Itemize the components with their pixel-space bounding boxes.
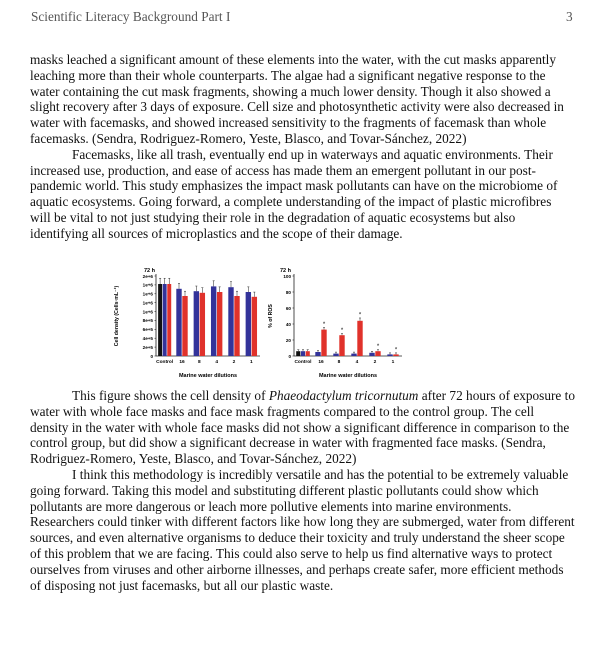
page-number: 3 (566, 9, 573, 24)
paragraph-text: This figure shows the cell density of (72, 388, 269, 403)
x-tick-label: 4 (215, 360, 219, 365)
y-tick-label: 1e+6 (142, 282, 153, 288)
chart-1-x-ticks (156, 359, 253, 365)
x-tick-label: 1 (249, 360, 253, 365)
bar (306, 351, 310, 356)
y-tick-label: 6e+5 (142, 327, 153, 333)
bar (387, 354, 392, 356)
y-tick-label: 0 (288, 353, 291, 359)
x-tick-label: 1 (391, 360, 395, 365)
chart-cell-density (114, 268, 260, 379)
paragraph-text: after 72 hours of exposure to water with whole face masks and face mask fragments compared to the control group. The cell density in the water with whole face masks did not show a significant difference in comparison to the control group, but did show a significant decrease in water with fragmented face masks. (Sendra, Rodriguez-Romero, Yeste, Blasco, and Tovar-Sánchez, 2022) (30, 388, 575, 467)
y-tick-label: 2e+5 (142, 344, 153, 350)
bar (194, 291, 199, 356)
running-head: Scientific Literacy Background Part I (31, 9, 231, 24)
significance-marker: * (340, 328, 344, 335)
x-tick-label: 16 (179, 360, 185, 365)
y-tick-label: 40 (285, 321, 291, 327)
y-tick-label: 8e+5 (142, 318, 153, 324)
bar (167, 284, 171, 356)
chart-2-title: 72 h (280, 268, 292, 274)
y-tick-label: 1e+6 (142, 300, 153, 306)
bar (339, 335, 344, 356)
y-tick-label: 4e+5 (142, 336, 153, 342)
y-tick-label: 80 (285, 289, 291, 295)
bar (163, 284, 167, 356)
significance-marker: * (358, 312, 362, 319)
chart-2-bars (296, 312, 399, 356)
chart-2-x-ticks (294, 359, 394, 365)
body-text-top (30, 52, 575, 242)
significance-marker: * (322, 321, 326, 328)
x-tick-label: 8 (197, 360, 201, 365)
x-tick-label: 16 (318, 360, 324, 365)
chart-2-x-label: Marine water dilutions (318, 373, 378, 379)
bar (333, 354, 338, 356)
bar (176, 289, 181, 356)
y-tick-label: 100 (283, 273, 291, 279)
bar (369, 353, 374, 356)
bar (158, 284, 162, 356)
bar (296, 351, 300, 356)
bar (375, 351, 380, 356)
bar (228, 287, 233, 356)
bar (301, 351, 305, 356)
bar (315, 352, 320, 356)
figure-cell-density-ros (112, 266, 412, 382)
chart-1-y-label: Cell density (Cells·mL⁻¹) (114, 285, 120, 347)
figure-description-paragraph (30, 388, 575, 467)
x-tick-label: 8 (337, 360, 341, 365)
bar (217, 292, 222, 356)
bar (182, 296, 187, 356)
bar (252, 297, 257, 356)
y-tick-label: 2e+6 (142, 273, 153, 279)
bar (211, 286, 216, 356)
x-tick-label: 2 (232, 360, 236, 365)
paragraph-continued: masks leached a significant amount of these elements into the water, with the cut masks apparently leaching more than their whole counterparts. The algae had a significant negative response to the water containing the cut mask fragments, showing a much lower density. Though it also showed a slight recovery after 3 days of exposure. Cell size and photosynthetic activity were also decreased in water with facemasks, and showed increased sensitivity to the fragments of facemask than whole facemasks. (Sendra, Rodriguez-Romero, Yeste, Blasco, and Tovar-Sánchez, 2022) (30, 52, 564, 146)
x-tick-label: 2 (373, 360, 377, 365)
x-tick-label: Control (294, 360, 312, 365)
species-name: Phaeodactylum tricornutum (268, 388, 419, 403)
chart-1-x-label: Marine water dilutions (178, 373, 238, 379)
y-tick-label: 60 (285, 305, 291, 311)
significance-marker: * (376, 344, 380, 351)
chart-2-y-ticks (283, 274, 294, 359)
bar (351, 354, 356, 356)
body-text-bottom (30, 388, 575, 593)
figure-svg (112, 266, 412, 382)
x-tick-label: 4 (355, 360, 359, 365)
x-tick-label: Control (156, 360, 174, 365)
bar (321, 330, 326, 356)
chart-ros (268, 268, 402, 379)
chart-1-title: 72 h (144, 268, 156, 274)
y-tick-label: 1e+6 (142, 291, 153, 297)
bar (200, 293, 205, 356)
paragraph: Facemasks, like all trash, eventually end up in waterways and aquatic environments. Their increased use, production, and ease of access has made them an emergent pollutant in our post-pandemic world. This study emphasizes the impact mask pollutants can have on the microbiome of aquatic ecosystems. Going forward, a complete understanding of the impact of plastic microfibres will be vital to not just studying their role in the degradation of aquatic ecosystems but also identifying all sources of microplastics and the scope of their damage. (30, 146, 558, 241)
chart-1-bars (158, 278, 257, 356)
y-tick-label: 0 (150, 353, 153, 359)
bar (234, 296, 239, 356)
bar (246, 292, 251, 356)
chart-1-y-ticks (143, 274, 156, 359)
y-tick-label: 1e+6 (142, 309, 153, 315)
paragraph: I think this methodology is incredibly versatile and has the potential to be extremely valuable going forward. Taking this model and substituting different plastic pollutants could show which pollutants are more dangerous or leach more pollutive elements into marine environments. Researchers could tinker with different factors like how long they are submerged, water from different sources, and even alternative organisms to deduce their toxicity and truly understand the sheer scope of this problem that we are facing. This could also serve to help us find alternative ways to protect ourselves from viruses and other airborne illnesses, and perhaps create safer, more efficient methods of disposing not just facemasks, but all our plastic waste. (30, 466, 575, 593)
bar (357, 321, 362, 356)
significance-marker: * (394, 347, 398, 354)
chart-2-y-label: % of ROS (268, 304, 274, 328)
bar (393, 354, 398, 356)
y-tick-label: 20 (285, 337, 291, 343)
